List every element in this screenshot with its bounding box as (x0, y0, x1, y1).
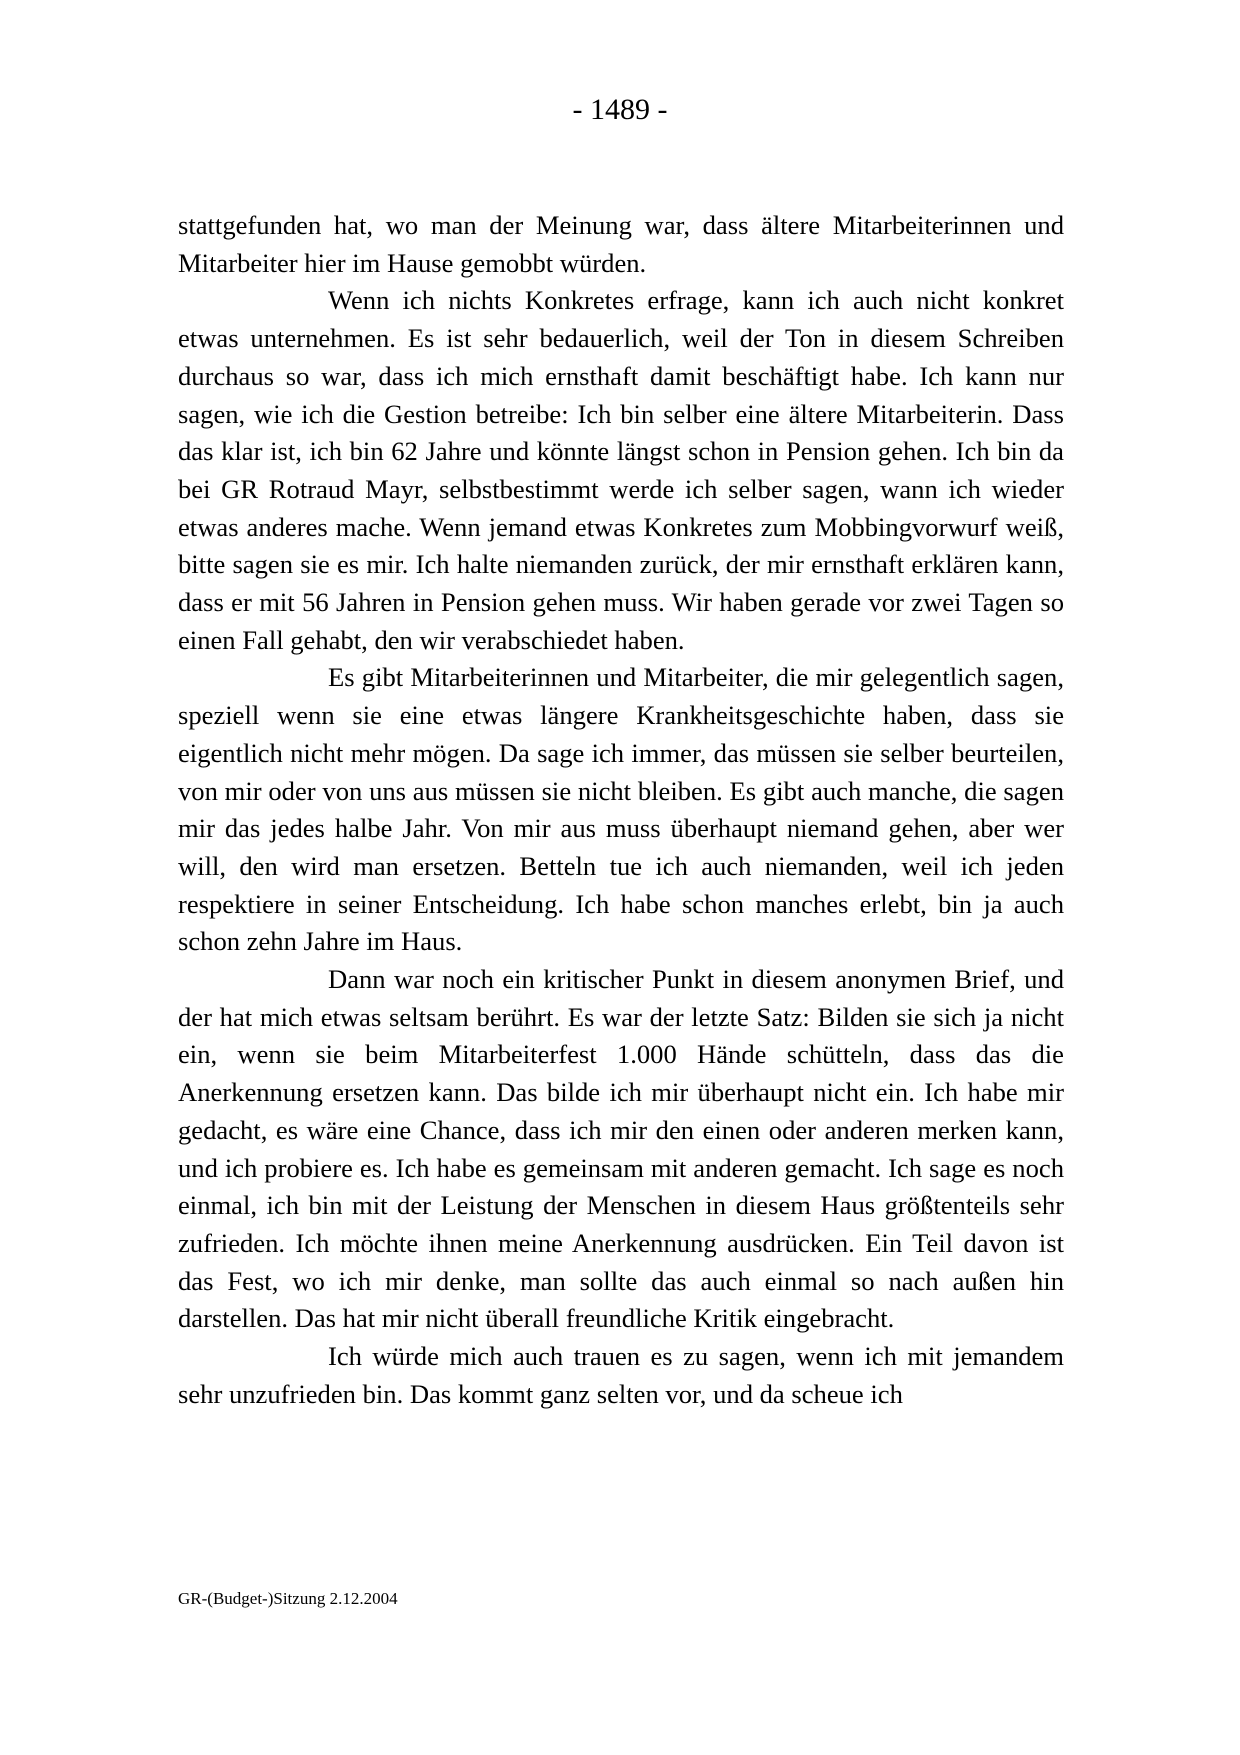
footer: GR-(Budget-)Sitzung 2.12.2004 (178, 1589, 398, 1608)
paragraph-5: Ich würde mich auch trauen es zu sagen, wenn ich mit jemandem sehr unzufrieden bin. Das kommt ganz selten vor, und da scheue ich (178, 1341, 1064, 1409)
body-text (178, 207, 1064, 1414)
paragraph-2: Wenn ich nichts Konkretes erfrage, kann ich auch nicht konkret etwas unternehmen. Es ist sehr bedauerlich, weil der Ton in diesem Schreiben durchaus so war, dass ich mich ernsthaft damit beschäftigt habe. Ich kann nur sagen, wie ich die Gestion betreibe: Ich bin selber eine ältere Mitarbeiterin. Dass das klar ist, ich bin 62 Jahre und könnte längst schon in Pension gehen. Ich bin da bei GR Rotraud Mayr, selbstbestimmt werde ich selber sagen, wann ich wieder etwas anderes mache. Wenn jemand etwas Konkretes zum Mobbingvorwurf weiß, bitte sagen sie es mir. Ich halte niemanden zurück, der mir ernsthaft erklären kann, dass er mit 56 Jahren in Pension gehen muss. Wir haben gerade vor zwei Tagen so einen Fall gehabt, den wir verabschiedet haben. (178, 285, 1064, 655)
paragraph-4: Dann war noch ein kritischer Punkt in diesem anonymen Brief, und der hat mich etwas seltsam berührt. Es war der letzte Satz: Bilden sie sich ja nicht ein, wenn sie beim Mitarbeiterfest 1.000 Hände schütteln, dass das die Anerkennung ersetzen kann. Das bilde ich mir überhaupt nicht ein. Ich habe mir gedacht, es wäre eine Chance, dass ich mir den einen oder anderen merken kann, und ich probiere es. Ich habe es gemeinsam mit anderen gemacht. Ich sage es noch einmal, ich bin mit der Leistung der Menschen in diesem Haus größtenteils sehr zufrieden. Ich möchte ihnen meine Anerkennung ausdrücken. Ein Teil davon ist das Fest, wo ich mir denke, man sollte das auch einmal so nach außen hin darstellen. Das hat mir nicht überall freundliche Kritik eingebracht. (178, 964, 1064, 1334)
paragraph-3: Es gibt Mitarbeiterinnen und Mitarbeiter, die mir gelegentlich sagen, speziell wenn sie eine etwas längere Krankheitsgeschichte haben, dass sie eigentlich nicht mehr mögen. Da sage ich immer, das müssen sie selber beurteilen, von mir oder von uns aus müssen sie nicht bleiben. Es gibt auch manche, die sagen mir das jedes halbe Jahr. Von mir aus muss überhaupt niemand gehen, aber wer will, den wird man ersetzen. Betteln tue ich auch niemanden, weil ich jeden respektiere in seiner Entscheidung. Ich habe schon manches erlebt, bin ja auch schon zehn Jahre im Haus. (178, 662, 1064, 957)
paragraph-1: stattgefunden hat, wo man der Meinung war, dass ältere Mitarbeiterinnen und Mitarbeiter hier im Hause gemobbt würden. (178, 210, 1064, 278)
page-number: - 1489 - (572, 93, 668, 126)
